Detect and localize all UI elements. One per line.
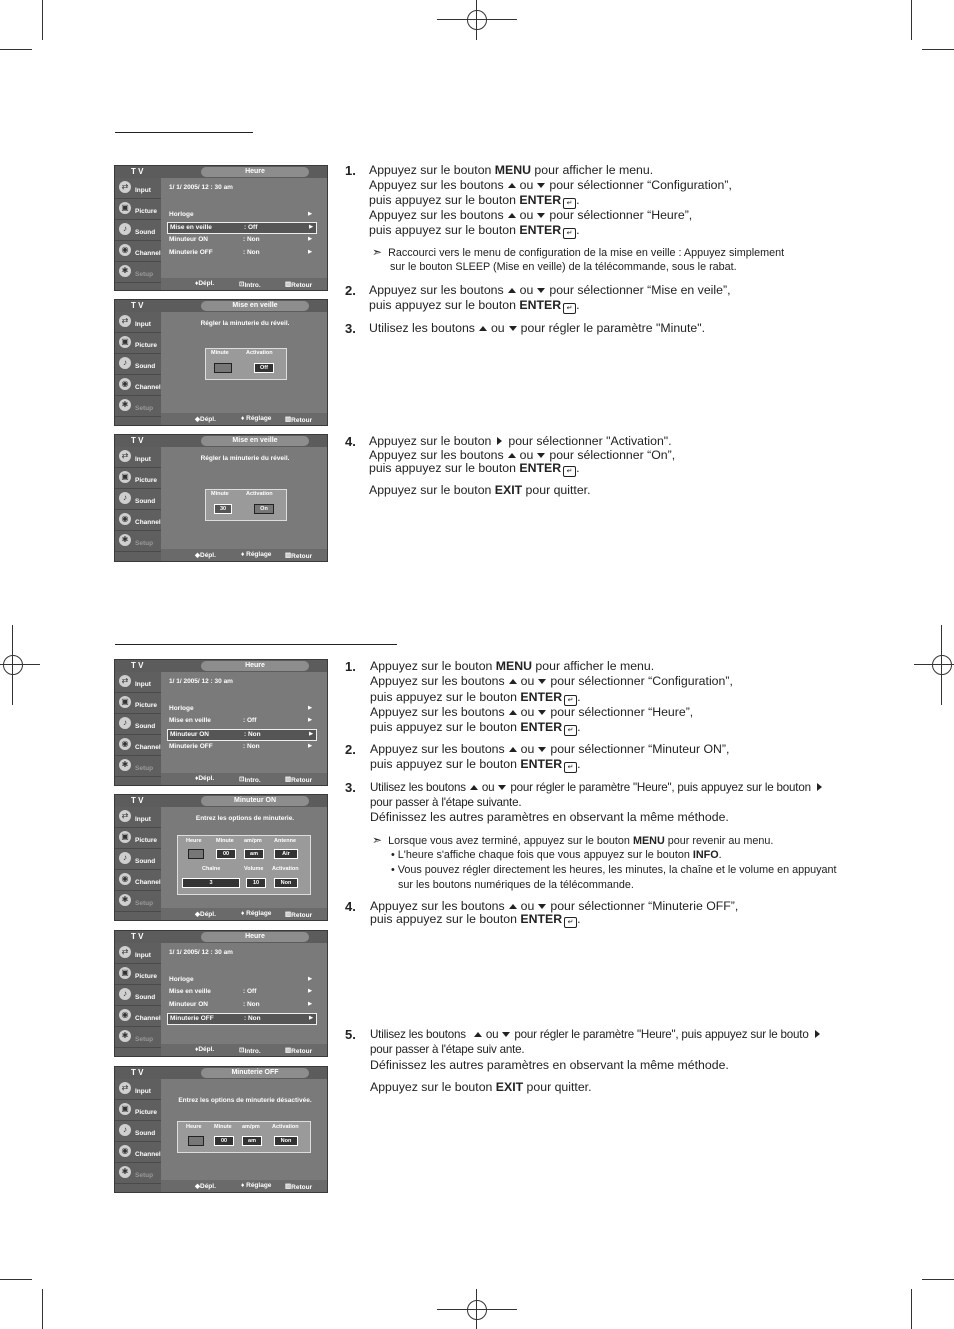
note-text: • Vous pouvez régler directement les heures, les minutes, la chaîne et le volume en appuyant: [391, 864, 837, 876]
step-number: 5.: [345, 1027, 356, 1042]
sound-icon: ♪: [119, 492, 131, 504]
up-triangle-icon: [509, 747, 517, 752]
step-text: Appuyez sur les boutons ou pour sélectionner “Configuration”,: [369, 178, 732, 192]
registration-mark: [476, 0, 477, 40]
tv-sidebar: ⇄ Input ▣ Picture ♪ Sound ◉ Channel ✱ Setup: [115, 178, 161, 290]
step-text: puis appuyez sur le bouton ENTER ↵ .: [370, 757, 581, 771]
channel-icon: ◉: [119, 513, 131, 525]
registration-mark: [467, 1300, 487, 1320]
channel-icon: ◉: [119, 378, 131, 390]
step-text: puis appuyez sur le bouton ENTER ↵ .: [370, 720, 581, 734]
step-number: 2.: [345, 283, 356, 298]
right-triangle-icon: [817, 783, 822, 791]
step-text: Utilisez les boutons ou pour régler le paramètre "Heure", puis appuyez sur le bouto: [370, 1027, 826, 1042]
note-text: ➣ Raccourci vers le menu de configuration de la mise en veille : Appuyez simplement: [372, 245, 785, 259]
down-triangle-icon: [502, 1032, 510, 1037]
up-triangle-icon: [470, 785, 478, 790]
tv-row-minuteur-on: Minuteur ON : Non ▶: [169, 236, 312, 243]
tv-screen-minuterie-off: T V Minuterie OFF ⇄ Input ▣ Picture ♪ Sound ◉ Channel ✱ Setup Entrez les options de minuterie désactivée. Heure Minute am/pm Activation 00 am Non ◆Dépl. ♦ Réglage ▥ Retour: [114, 1066, 328, 1193]
step-number: 4.: [345, 434, 356, 449]
arrow-note-icon: ➣: [372, 833, 383, 847]
picture-icon: ▣: [119, 336, 131, 348]
step-number: 3.: [345, 321, 356, 336]
step-number: 2.: [345, 742, 356, 757]
step-number: 4.: [345, 899, 356, 914]
registration-mark: [932, 655, 952, 675]
down-triangle-icon: [537, 213, 545, 218]
setup-icon: ✱: [119, 1166, 131, 1178]
setup-icon: ✱: [119, 265, 131, 277]
step-text: puis appuyez sur le bouton ENTER ↵ .: [370, 912, 581, 926]
step-text: Appuyez sur les boutons ou pour sélectionner “Heure”,: [370, 705, 694, 719]
step-text: puis appuyez sur le bouton ENTER ↵ .: [369, 461, 580, 475]
step-text: Utilisez les boutons ou pour régler le paramètre "Heure", puis appuyez sur le bouton: [370, 780, 828, 795]
registration-mark: [0, 664, 40, 665]
crop-mark: [0, 1279, 32, 1280]
right-triangle-icon: [815, 1030, 820, 1038]
step-text: Appuyez sur le bouton pour sélectionner "Activation".: [369, 434, 672, 448]
note-text: sur les boutons numériques de la télécommande.: [398, 879, 634, 891]
step-number: 3.: [345, 780, 356, 795]
step-text: Appuyez sur les boutons ou pour sélectionner “Configuration”,: [370, 674, 733, 688]
section-heading-rule: [115, 132, 253, 133]
input-icon: ⇄: [119, 675, 131, 687]
step-text: Définissez les autres paramètres en observant la même méthode.: [370, 1058, 729, 1072]
setup-icon: ✱: [119, 399, 131, 411]
up-triangle-icon: [508, 183, 516, 188]
step-text: Appuyez sur le bouton EXIT pour quitter.: [369, 483, 591, 497]
enter-icon: ↵: [563, 466, 576, 477]
tv-screen-mise-en-veille-on: T V Mise en veille ⇄ Input ▣ Picture ♪ Sound ◉ Channel ✱ Setup Régler la minuterie du réveil. Minute Activation 30 On ◆Dépl. ♦ Réglage ▥ Retour: [114, 434, 328, 562]
registration-mark: [3, 655, 23, 675]
step-text: Appuyez sur les boutons ou pour sélectionner “Minuterie OFF”,: [370, 899, 739, 913]
step-text: puis appuyez sur le bouton ENTER ↵ .: [370, 690, 581, 704]
step-number: 1.: [345, 659, 356, 674]
down-triangle-icon: [498, 785, 506, 790]
input-icon: ⇄: [119, 315, 131, 327]
up-triangle-icon: [509, 710, 517, 715]
up-triangle-icon: [508, 213, 516, 218]
tv-label: T V: [131, 167, 144, 176]
picture-icon: ▣: [119, 967, 131, 979]
setup-icon: ✱: [119, 534, 131, 546]
step-number: 1.: [345, 163, 356, 178]
registration-mark: [437, 19, 517, 20]
section-heading-rule: [115, 644, 397, 645]
step-text: Appuyez sur les boutons ou pour sélectionner “On”,: [369, 448, 676, 462]
channel-icon: ◉: [119, 873, 131, 885]
setup-icon: ✱: [119, 759, 131, 771]
step-text: Appuyez sur le bouton MENU pour afficher le menu.: [369, 163, 654, 177]
step-text: Appuyez sur le bouton MENU pour afficher le menu.: [370, 659, 655, 673]
input-icon: ⇄: [119, 1082, 131, 1094]
input-icon: ⇄: [119, 946, 131, 958]
up-triangle-icon: [509, 904, 517, 909]
step-text: pour passer à l'étape suiv ante.: [370, 1043, 525, 1056]
step-text: pour passer à l'étape suivante.: [370, 796, 522, 809]
picture-icon: ▣: [119, 831, 131, 843]
picture-icon: ▣: [119, 202, 131, 214]
down-triangle-icon: [538, 679, 546, 684]
up-triangle-icon: [474, 1032, 482, 1037]
tv-screen-heure-menu-3: T V Heure ⇄ Input ▣ Picture ♪ Sound ◉ Channel ✱ Setup 1/ 1/ 2005/ 12 : 30 am Horloge ▶ Mise en veille : Off ▶ Minuteur ON : Non ▶ Minuterie OFF : Non ▶ ♦Dépl. ⊡ Intro. ▥ Retour: [114, 930, 328, 1057]
up-triangle-icon: [508, 288, 516, 293]
channel-icon: ◉: [119, 1009, 131, 1021]
enter-icon: ↵: [564, 695, 577, 706]
enter-icon: ↵: [563, 303, 576, 314]
step-text: puis appuyez sur le bouton ENTER ↵ .: [369, 298, 580, 312]
setup-icon: ✱: [119, 1030, 131, 1042]
tv-menu-title: Heure: [201, 167, 309, 177]
right-triangle-icon: [497, 437, 502, 445]
enter-icon: ↵: [564, 917, 577, 928]
crop-mark: [42, 0, 43, 40]
enter-icon: ⊡ Intro.: [239, 281, 261, 289]
tv-row-mise-en-veille: Mise en veille : Off ▶: [167, 222, 317, 234]
sound-icon: ♪: [119, 1124, 131, 1136]
picture-icon: ▣: [119, 1103, 131, 1115]
channel-icon: ◉: [119, 1145, 131, 1157]
down-triangle-icon: [537, 183, 545, 188]
sound-icon: ♪: [119, 223, 131, 235]
tv-row-minuterie-off: Minuterie OFF : Non ▶: [169, 249, 312, 256]
up-triangle-icon: [479, 326, 487, 331]
sound-icon: ♪: [119, 852, 131, 864]
step-text: Définissez les autres paramètres en observant la même méthode.: [370, 810, 729, 824]
enter-icon: ↵: [564, 762, 577, 773]
registration-mark: [476, 1289, 477, 1329]
crop-mark: [922, 1279, 954, 1280]
step-text: Appuyez sur les boutons ou pour sélectionner “Mise en veile”,: [369, 283, 731, 297]
tv-screen-heure-menu-2: T V Heure ⇄ Input ▣ Picture ♪ Sound ◉ Channel ✱ Setup 1/ 1/ 2005/ 12 : 30 am Horloge ▶ Mise en veille : Off ▶ Minuteur ON : Non ▶ Minuterie OFF : Non ▶ ♦Dépl. ⊡ Intro. ▥ Retour: [114, 659, 328, 786]
registration-mark: [941, 625, 942, 705]
sound-icon: ♪: [119, 988, 131, 1000]
enter-icon: ↵: [563, 198, 576, 209]
arrow-note-icon: ➣: [372, 245, 383, 259]
step-text: puis appuyez sur le bouton ENTER ↵ .: [369, 223, 580, 237]
step-text: Appuyez sur les boutons ou pour sélectionner “Minuteur ON”,: [370, 742, 730, 756]
step-text: Utilisez les boutons ou pour régler le paramètre "Minute".: [369, 321, 706, 335]
registration-mark: [467, 10, 487, 30]
tv-screen-mise-en-veille: T V Mise en veille ⇄ Input ▣ Picture ♪ Sound ◉ Channel ✱ Setup Régler la minuterie du réveil. Minute Activation Off ◆Dépl. ♦ Réglage ▥ Retour: [114, 299, 328, 426]
sound-icon: ♪: [119, 717, 131, 729]
input-icon: ⇄: [119, 181, 131, 193]
step-text: Appuyez sur le bouton EXIT pour quitter.: [370, 1080, 592, 1094]
crop-mark: [911, 0, 912, 40]
setup-icon: ✱: [119, 894, 131, 906]
channel-icon: ◉: [119, 244, 131, 256]
crop-mark: [42, 1289, 43, 1329]
crop-mark: [911, 1289, 912, 1329]
up-triangle-icon: [509, 679, 517, 684]
tv-row-horloge: Horloge ▶: [169, 211, 312, 218]
down-triangle-icon: [538, 747, 546, 752]
enter-icon: ↵: [563, 228, 576, 239]
registration-mark: [12, 625, 13, 705]
enter-icon: ↵: [564, 725, 577, 736]
registration-mark: [437, 1309, 517, 1310]
step-text: puis appuyez sur le bouton ENTER ↵ .: [369, 193, 580, 207]
picture-icon: ▣: [119, 696, 131, 708]
down-triangle-icon: [509, 326, 517, 331]
crop-mark: [0, 49, 32, 50]
sound-icon: ♪: [119, 357, 131, 369]
up-triangle-icon: [508, 453, 516, 458]
tv-date: 1/ 1/ 2005/ 12 : 30 am: [169, 184, 233, 191]
picture-icon: ▣: [119, 471, 131, 483]
tv-main: [161, 178, 327, 278]
input-icon: ⇄: [119, 810, 131, 822]
channel-icon: ◉: [119, 738, 131, 750]
down-triangle-icon: [537, 453, 545, 458]
down-triangle-icon: [538, 904, 546, 909]
step-text: Appuyez sur les boutons ou pour sélectionner “Heure”,: [369, 208, 693, 222]
registration-mark: [914, 664, 954, 665]
crop-mark: [922, 49, 954, 50]
note-text: ➣ Lorsque vous avez terminé, appuyez sur le bouton MENU pour revenir au menu.: [372, 833, 774, 847]
tv-screen-minuteur-on: T V Minuteur ON ⇄ Input ▣ Picture ♪ Sound ◉ Channel ✱ Setup Entrez les options de minuterie. Heure Minute am/pm Antenne 00 am Air Chaîne Volume Activation 3 10 Non ◆Dépl. ♦ Réglage ▥ Retour: [114, 794, 328, 921]
down-triangle-icon: [538, 710, 546, 715]
input-icon: ⇄: [119, 450, 131, 462]
down-triangle-icon: [537, 288, 545, 293]
tv-footer: ♦Dépl. ⊡ Intro. ▥ Retour: [161, 278, 327, 290]
note-text: sur le bouton SLEEP (Mise en veille) de la télécommande, sous le rabat.: [390, 261, 737, 273]
tv-screen-heure-menu: [114, 165, 328, 291]
note-text: • L'heure s'affiche chaque fois que vous appuyez sur le bouton INFO.: [391, 849, 722, 861]
